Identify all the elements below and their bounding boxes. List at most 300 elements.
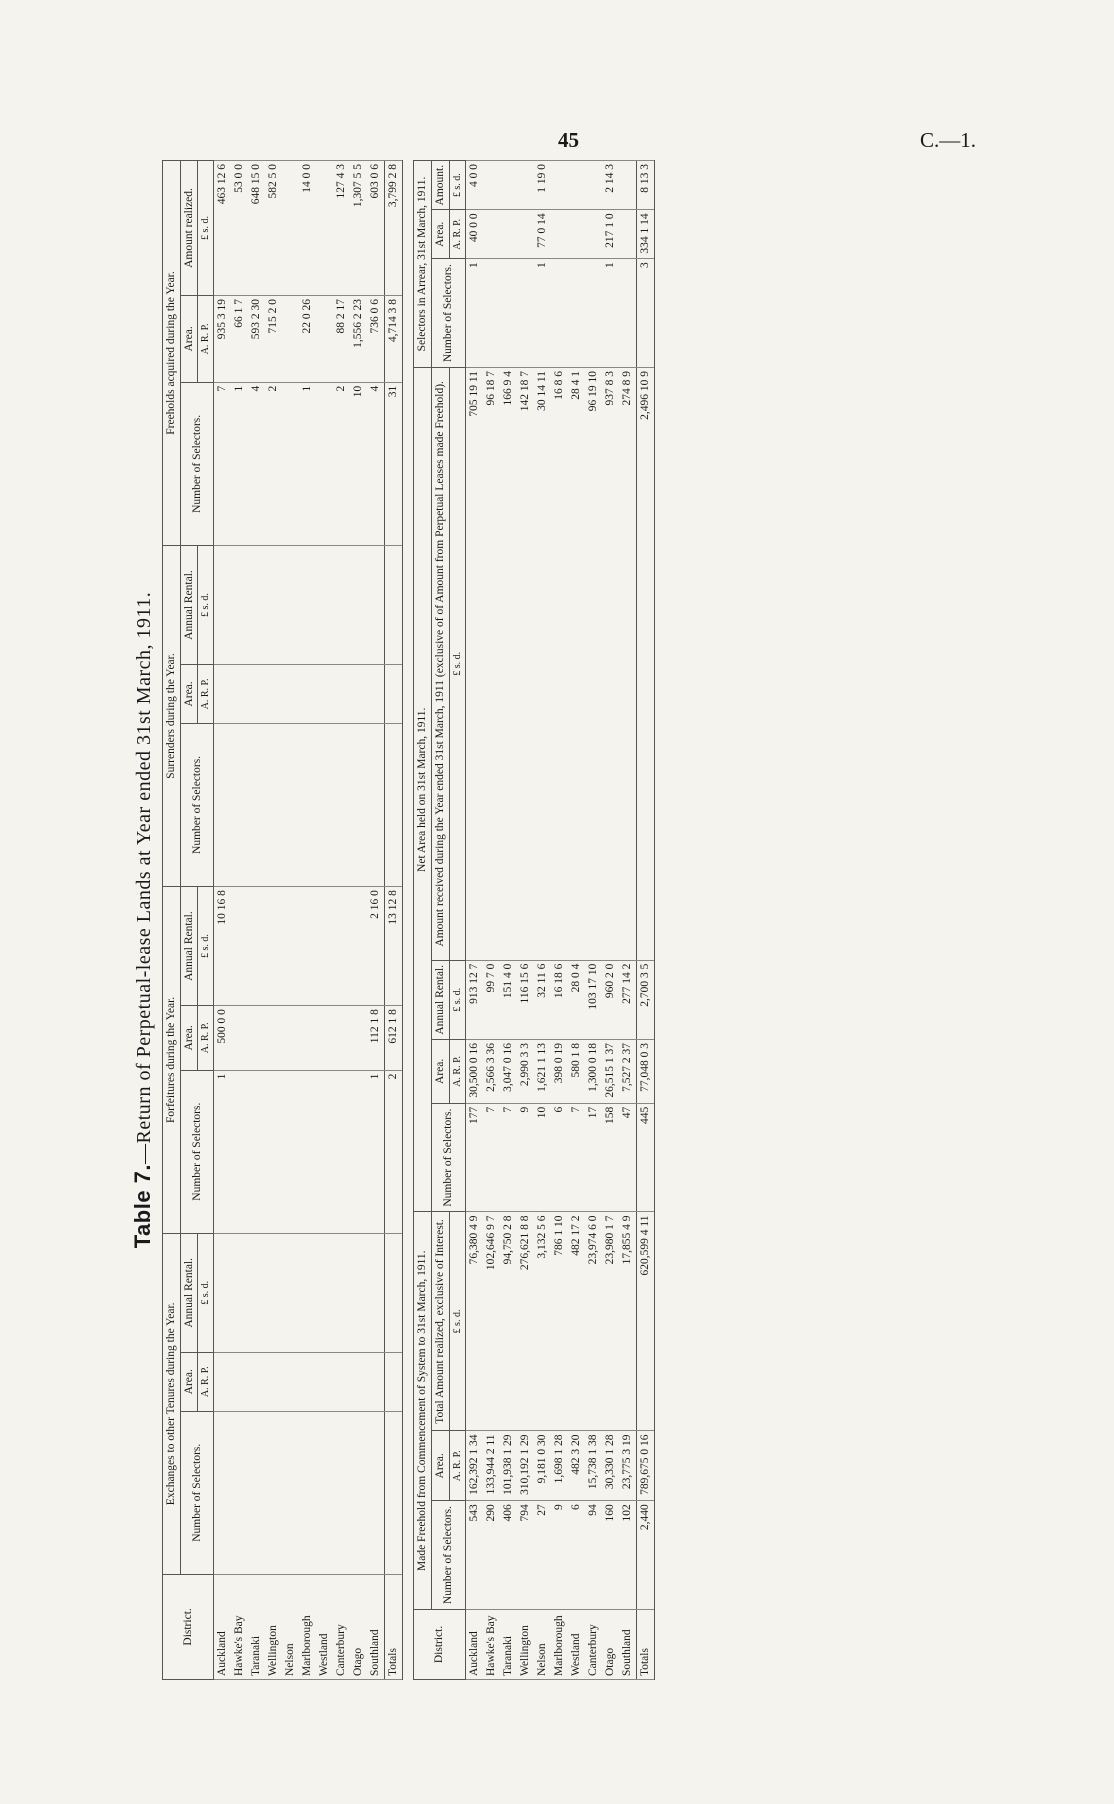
value-cell: 177 bbox=[465, 1103, 483, 1212]
district-cell: Taranaki bbox=[500, 1609, 517, 1679]
value-cell: 1,556 2 23 bbox=[350, 296, 367, 383]
district-cell: Westland bbox=[316, 1574, 333, 1679]
table-row bbox=[483, 161, 500, 1680]
made-freehold-header: Made Freehold from Commencement of System to 31st March, 1911. bbox=[414, 1212, 432, 1609]
unit-money: £ s. d. bbox=[198, 1233, 214, 1352]
value-cell bbox=[517, 259, 534, 368]
value-cell: 960 2 0 bbox=[602, 960, 619, 1039]
value-cell: 6 bbox=[551, 1103, 568, 1212]
totals-label: Totals bbox=[385, 1574, 403, 1679]
value-cell: 705 19 11 bbox=[465, 368, 483, 961]
value-cell: 543 bbox=[465, 1501, 483, 1610]
table-row bbox=[231, 161, 248, 1680]
value-cell: 937 8 3 bbox=[602, 368, 619, 961]
value-cell: 6 bbox=[568, 1501, 585, 1610]
value-cell: 94,750 2 8 bbox=[500, 1212, 517, 1431]
value-cell: 1 bbox=[602, 259, 619, 368]
value-cell: 1,621 1 13 bbox=[534, 1039, 551, 1103]
value-cell bbox=[350, 1070, 367, 1233]
district-cell: Southland bbox=[367, 1574, 385, 1679]
value-cell bbox=[282, 1233, 299, 1352]
value-cell: 88 2 17 bbox=[333, 296, 350, 383]
value-cell bbox=[282, 296, 299, 383]
value-cell bbox=[333, 887, 350, 1006]
district-cell: Auckland bbox=[465, 1609, 483, 1679]
district-cell: Marlborough bbox=[299, 1574, 316, 1679]
value-cell bbox=[214, 1411, 232, 1574]
value-cell: 1 bbox=[367, 1070, 385, 1233]
totals-cell: 2 bbox=[385, 1070, 403, 1233]
value-cell bbox=[619, 259, 637, 368]
value-cell: 7 bbox=[214, 382, 232, 545]
value-cell: 96 18 7 bbox=[483, 368, 500, 961]
col-header-rental: Annual Rental. bbox=[180, 1233, 198, 1352]
value-cell: 3,047 0 16 bbox=[500, 1039, 517, 1103]
col-header-selectors: Number of Selectors. bbox=[180, 723, 214, 886]
district-header: District. bbox=[163, 1574, 214, 1679]
district-cell: Wellington bbox=[517, 1609, 534, 1679]
col-header-amount: Amount realized. bbox=[180, 161, 198, 296]
value-cell bbox=[299, 723, 316, 886]
value-cell bbox=[231, 723, 248, 886]
value-cell bbox=[551, 161, 568, 210]
district-cell: Canterbury bbox=[333, 1574, 350, 1679]
value-cell bbox=[316, 1070, 333, 1233]
value-cell: 794 bbox=[517, 1501, 534, 1610]
value-cell bbox=[265, 1070, 282, 1233]
value-cell bbox=[367, 665, 385, 724]
value-cell bbox=[350, 1233, 367, 1352]
value-cell: 277 14 2 bbox=[619, 960, 637, 1039]
value-cell: 10 16 8 bbox=[214, 887, 232, 1006]
col-header-area: Area. bbox=[431, 1039, 449, 1103]
totals-cell: 31 bbox=[385, 382, 403, 545]
value-cell bbox=[299, 1233, 316, 1352]
value-cell: 14 0 0 bbox=[299, 161, 316, 296]
col-header-rental: Annual Rental. bbox=[180, 546, 198, 665]
table-lower-body bbox=[465, 161, 654, 1680]
value-cell bbox=[568, 210, 585, 259]
net-area-header: Net Area held on 31st March, 1911. bbox=[414, 368, 432, 1212]
value-cell bbox=[265, 887, 282, 1006]
value-cell bbox=[316, 546, 333, 665]
table-row bbox=[517, 161, 534, 1680]
table-row bbox=[299, 161, 316, 1680]
table-lower bbox=[413, 160, 654, 1680]
totals-cell bbox=[385, 723, 403, 886]
value-cell: 28 4 1 bbox=[568, 368, 585, 961]
value-cell bbox=[367, 1233, 385, 1352]
value-cell: 9,181 0 30 bbox=[534, 1431, 551, 1501]
value-cell: 2 14 3 bbox=[602, 161, 619, 210]
value-cell bbox=[214, 1233, 232, 1352]
district-cell: Taranaki bbox=[248, 1574, 265, 1679]
unit-money: £ s. d. bbox=[198, 546, 214, 665]
unit-area: A. R. P. bbox=[198, 296, 214, 383]
value-cell bbox=[265, 665, 282, 724]
value-cell: 4 bbox=[248, 382, 265, 545]
value-cell bbox=[500, 210, 517, 259]
value-cell bbox=[316, 1233, 333, 1352]
col-header-total-realized: Total Amount realized, exclusive of Interest. bbox=[431, 1212, 449, 1431]
col-header-area: Area. bbox=[180, 665, 198, 724]
table-row bbox=[602, 161, 619, 1680]
value-cell bbox=[333, 1233, 350, 1352]
col-header-rental: Annual Rental. bbox=[180, 887, 198, 1006]
arrear-header: Selectors in Arrear, 31st March, 1911. bbox=[414, 161, 432, 368]
value-cell: 76,380 4 9 bbox=[465, 1212, 483, 1431]
district-cell: Marlborough bbox=[551, 1609, 568, 1679]
value-cell bbox=[282, 887, 299, 1006]
totals-cell bbox=[385, 1411, 403, 1574]
value-cell: 116 15 6 bbox=[517, 960, 534, 1039]
value-cell: 500 0 0 bbox=[214, 1006, 232, 1070]
value-cell: 482 17 2 bbox=[568, 1212, 585, 1431]
value-cell: 1 bbox=[299, 382, 316, 545]
value-cell: 4 0 0 bbox=[465, 161, 483, 210]
unit-money: £ s. d. bbox=[449, 368, 465, 961]
value-cell bbox=[248, 546, 265, 665]
value-cell: 276,621 8 8 bbox=[517, 1212, 534, 1431]
col-header-selectors: Number of Selectors. bbox=[431, 1501, 465, 1610]
page-reference: C.—1. bbox=[920, 128, 977, 152]
value-cell: 7,527 2 37 bbox=[619, 1039, 637, 1103]
district-cell: Canterbury bbox=[585, 1609, 602, 1679]
col-header-selectors: Number of Selectors. bbox=[180, 1070, 214, 1233]
district-cell: Otago bbox=[602, 1609, 619, 1679]
forfeitures-header: Forfeitures during the Year. bbox=[163, 887, 181, 1234]
value-cell: 133,944 2 11 bbox=[483, 1431, 500, 1501]
value-cell: 32 11 6 bbox=[534, 960, 551, 1039]
value-cell: 9 bbox=[551, 1501, 568, 1610]
unit-area: A. R. P. bbox=[449, 1039, 465, 1103]
totals-cell: 13 12 8 bbox=[385, 887, 403, 1006]
value-cell bbox=[568, 259, 585, 368]
table-row bbox=[568, 161, 585, 1680]
value-cell bbox=[517, 161, 534, 210]
value-cell bbox=[248, 665, 265, 724]
value-cell bbox=[316, 1006, 333, 1070]
totals-cell: 2,496 10 9 bbox=[636, 368, 654, 961]
value-cell: 2,566 3 36 bbox=[483, 1039, 500, 1103]
value-cell bbox=[619, 161, 637, 210]
value-cell bbox=[299, 1070, 316, 1233]
value-cell: 4 bbox=[367, 382, 385, 545]
totals-cell: 334 1 14 bbox=[636, 210, 654, 259]
value-cell bbox=[282, 546, 299, 665]
value-cell: 17 bbox=[585, 1103, 602, 1212]
value-cell bbox=[367, 1352, 385, 1411]
value-cell bbox=[265, 1352, 282, 1411]
value-cell: 1,307 5 5 bbox=[350, 161, 367, 296]
table-upper-body bbox=[214, 161, 403, 1680]
value-cell: 10 bbox=[534, 1103, 551, 1212]
value-cell: 482 3 20 bbox=[568, 1431, 585, 1501]
value-cell: 2 bbox=[265, 382, 282, 545]
value-cell bbox=[333, 1070, 350, 1233]
value-cell: 102,646 9 7 bbox=[483, 1212, 500, 1431]
value-cell: 786 1 10 bbox=[551, 1212, 568, 1431]
district-cell: Otago bbox=[350, 1574, 367, 1679]
col-header-selectors: Number of Selectors. bbox=[431, 259, 465, 368]
value-cell: 593 2 30 bbox=[248, 296, 265, 383]
value-cell: 17,855 4 9 bbox=[619, 1212, 637, 1431]
value-cell bbox=[350, 665, 367, 724]
col-header-area: Area. bbox=[180, 296, 198, 383]
totals-cell: 612 1 8 bbox=[385, 1006, 403, 1070]
value-cell: 30,330 1 28 bbox=[602, 1431, 619, 1501]
value-cell bbox=[585, 161, 602, 210]
value-cell bbox=[299, 1352, 316, 1411]
value-cell: 715 2 0 bbox=[265, 296, 282, 383]
district-cell: Southland bbox=[619, 1609, 637, 1679]
value-cell: 7 bbox=[568, 1103, 585, 1212]
table-row bbox=[248, 161, 265, 1680]
value-cell: 166 9 4 bbox=[500, 368, 517, 961]
value-cell bbox=[316, 161, 333, 296]
value-cell bbox=[265, 546, 282, 665]
value-cell bbox=[248, 1233, 265, 1352]
totals-cell: 789,675 0 16 bbox=[636, 1431, 654, 1501]
value-cell: 1 bbox=[214, 1070, 232, 1233]
value-cell bbox=[248, 1006, 265, 1070]
value-cell: 103 17 10 bbox=[585, 960, 602, 1039]
value-cell: 96 19 10 bbox=[585, 368, 602, 961]
value-cell bbox=[316, 887, 333, 1006]
totals-cell: 3,799 2 8 bbox=[385, 161, 403, 296]
unit-money: £ s. d. bbox=[198, 161, 214, 296]
totals-cell: 620,599 4 11 bbox=[636, 1212, 654, 1431]
value-cell bbox=[214, 546, 232, 665]
value-cell: 935 3 19 bbox=[214, 296, 232, 383]
value-cell: 22 0 26 bbox=[299, 296, 316, 383]
unit-money: £ s. d. bbox=[449, 960, 465, 1039]
value-cell bbox=[367, 546, 385, 665]
page-number: 45 bbox=[558, 128, 579, 152]
value-cell bbox=[367, 723, 385, 886]
district-header: District. bbox=[414, 1609, 465, 1679]
totals-cell: 77,048 0 3 bbox=[636, 1039, 654, 1103]
totals-cell: 3 bbox=[636, 259, 654, 368]
value-cell bbox=[568, 161, 585, 210]
col-header-rental: Annual Rental. bbox=[431, 960, 449, 1039]
unit-area: A. R. P. bbox=[449, 1431, 465, 1501]
value-cell bbox=[299, 887, 316, 1006]
value-cell bbox=[282, 665, 299, 724]
totals-row bbox=[385, 161, 403, 1680]
value-cell: 2,990 3 3 bbox=[517, 1039, 534, 1103]
totals-cell bbox=[385, 1352, 403, 1411]
unit-money: £ s. d. bbox=[449, 161, 465, 210]
value-cell bbox=[316, 1411, 333, 1574]
value-cell: 28 0 4 bbox=[568, 960, 585, 1039]
unit-area: A. R. P. bbox=[198, 1006, 214, 1070]
value-cell bbox=[248, 723, 265, 886]
rotated-page-content bbox=[130, 160, 970, 1680]
table-row bbox=[282, 161, 299, 1680]
value-cell bbox=[350, 1006, 367, 1070]
col-header-area: Area. bbox=[431, 210, 449, 259]
value-cell: 582 5 0 bbox=[265, 161, 282, 296]
value-cell: 47 bbox=[619, 1103, 637, 1212]
value-cell bbox=[350, 1411, 367, 1574]
value-cell bbox=[350, 887, 367, 1006]
table-row bbox=[367, 161, 385, 1680]
district-cell: Hawke's Bay bbox=[231, 1574, 248, 1679]
totals-cell: 2,700 3 5 bbox=[636, 960, 654, 1039]
value-cell: 274 8 9 bbox=[619, 368, 637, 961]
value-cell: 23,775 3 19 bbox=[619, 1431, 637, 1501]
col-header-selectors: Number of Selectors. bbox=[431, 1103, 465, 1212]
value-cell: 290 bbox=[483, 1501, 500, 1610]
value-cell: 580 1 8 bbox=[568, 1039, 585, 1103]
value-cell bbox=[282, 723, 299, 886]
value-cell: 913 12 7 bbox=[465, 960, 483, 1039]
value-cell: 23,980 1 7 bbox=[602, 1212, 619, 1431]
totals-cell bbox=[385, 546, 403, 665]
unit-money: £ s. d. bbox=[449, 1212, 465, 1431]
table-row bbox=[316, 161, 333, 1680]
district-cell: Nelson bbox=[534, 1609, 551, 1679]
value-cell bbox=[299, 665, 316, 724]
table-row bbox=[333, 161, 350, 1680]
value-cell bbox=[333, 1352, 350, 1411]
totals-cell: 8 13 3 bbox=[636, 161, 654, 210]
value-cell bbox=[282, 382, 299, 545]
value-cell bbox=[483, 259, 500, 368]
totals-cell: 445 bbox=[636, 1103, 654, 1212]
value-cell bbox=[333, 1006, 350, 1070]
value-cell: 2 16 0 bbox=[367, 887, 385, 1006]
unit-area: A. R. P. bbox=[449, 210, 465, 259]
table-row bbox=[534, 161, 551, 1680]
value-cell bbox=[619, 210, 637, 259]
totals-cell: 2,440 bbox=[636, 1501, 654, 1610]
value-cell bbox=[551, 259, 568, 368]
table-row bbox=[500, 161, 517, 1680]
col-header-received: Amount received during the Year ended 31st March, 1911 (exclusive of of Amount from Perpetual Leases made Freehold). bbox=[431, 368, 449, 961]
exchanges-header: Exchanges to other Tenures during the Year. bbox=[163, 1233, 181, 1574]
value-cell: 27 bbox=[534, 1501, 551, 1610]
value-cell bbox=[282, 1006, 299, 1070]
value-cell bbox=[333, 723, 350, 886]
value-cell: 736 0 6 bbox=[367, 296, 385, 383]
value-cell: 112 1 8 bbox=[367, 1006, 385, 1070]
unit-money: £ s. d. bbox=[198, 887, 214, 1006]
value-cell: 1,698 1 28 bbox=[551, 1431, 568, 1501]
value-cell bbox=[333, 546, 350, 665]
value-cell: 406 bbox=[500, 1501, 517, 1610]
value-cell: 9 bbox=[517, 1103, 534, 1212]
table-row bbox=[551, 161, 568, 1680]
value-cell: 648 15 0 bbox=[248, 161, 265, 296]
table-row bbox=[214, 161, 232, 1680]
table-row bbox=[619, 161, 637, 1680]
value-cell: 1 bbox=[534, 259, 551, 368]
table-row bbox=[585, 161, 602, 1680]
value-cell bbox=[265, 723, 282, 886]
value-cell: 7 bbox=[500, 1103, 517, 1212]
value-cell: 94 bbox=[585, 1501, 602, 1610]
surrenders-header: Surrenders during the Year. bbox=[163, 546, 181, 887]
value-cell: 162,392 1 34 bbox=[465, 1431, 483, 1501]
value-cell bbox=[265, 1006, 282, 1070]
col-header-selectors: Number of Selectors. bbox=[180, 382, 214, 545]
value-cell bbox=[214, 1352, 232, 1411]
col-header-selectors: Number of Selectors. bbox=[180, 1411, 214, 1574]
value-cell: 1 bbox=[231, 382, 248, 545]
value-cell: 217 1 0 bbox=[602, 210, 619, 259]
value-cell bbox=[316, 296, 333, 383]
value-cell: 3,132 5 6 bbox=[534, 1212, 551, 1431]
value-cell bbox=[500, 161, 517, 210]
value-cell: 15,738 1 38 bbox=[585, 1431, 602, 1501]
value-cell bbox=[214, 665, 232, 724]
district-cell: Nelson bbox=[282, 1574, 299, 1679]
table-row bbox=[265, 161, 282, 1680]
value-cell: 53 0 0 bbox=[231, 161, 248, 296]
value-cell: 40 0 0 bbox=[465, 210, 483, 259]
value-cell bbox=[231, 1070, 248, 1233]
table-number: Table 7. bbox=[130, 1163, 155, 1249]
value-cell bbox=[282, 1352, 299, 1411]
value-cell: 16 8 6 bbox=[551, 368, 568, 961]
value-cell: 310,192 1 29 bbox=[517, 1431, 534, 1501]
value-cell: 158 bbox=[602, 1103, 619, 1212]
value-cell bbox=[585, 259, 602, 368]
totals-row bbox=[636, 161, 654, 1680]
table-row bbox=[350, 161, 367, 1680]
value-cell: 23,974 6 0 bbox=[585, 1212, 602, 1431]
totals-cell bbox=[385, 665, 403, 724]
value-cell bbox=[231, 887, 248, 1006]
value-cell bbox=[517, 210, 534, 259]
value-cell bbox=[333, 665, 350, 724]
value-cell bbox=[248, 1411, 265, 1574]
value-cell: 26,515 1 37 bbox=[602, 1039, 619, 1103]
value-cell: 603 0 6 bbox=[367, 161, 385, 296]
value-cell: 1 bbox=[465, 259, 483, 368]
value-cell: 30 14 11 bbox=[534, 368, 551, 961]
value-cell bbox=[367, 1411, 385, 1574]
value-cell bbox=[265, 1233, 282, 1352]
table-caption: —Return of Perpetual-lease Lands at Year ended 31st March, 1911. bbox=[133, 591, 155, 1164]
col-header-area: Area. bbox=[180, 1006, 198, 1070]
value-cell: 127 4 3 bbox=[333, 161, 350, 296]
value-cell bbox=[500, 259, 517, 368]
value-cell: 16 18 6 bbox=[551, 960, 568, 1039]
unit-area: A. R. P. bbox=[198, 1352, 214, 1411]
value-cell: 77 0 14 bbox=[534, 210, 551, 259]
district-cell: Westland bbox=[568, 1609, 585, 1679]
value-cell bbox=[316, 665, 333, 724]
value-cell: 30,500 0 16 bbox=[465, 1039, 483, 1103]
col-header-area: Area. bbox=[431, 1431, 449, 1501]
value-cell bbox=[231, 1006, 248, 1070]
value-cell bbox=[299, 546, 316, 665]
totals-label: Totals bbox=[636, 1609, 654, 1679]
value-cell bbox=[333, 1411, 350, 1574]
value-cell bbox=[282, 1070, 299, 1233]
value-cell: 99 7 0 bbox=[483, 960, 500, 1039]
district-cell: Auckland bbox=[214, 1574, 232, 1679]
value-cell: 1,300 0 18 bbox=[585, 1039, 602, 1103]
value-cell bbox=[248, 1070, 265, 1233]
value-cell bbox=[248, 887, 265, 1006]
value-cell: 151 4 0 bbox=[500, 960, 517, 1039]
value-cell bbox=[265, 1411, 282, 1574]
value-cell bbox=[316, 1352, 333, 1411]
